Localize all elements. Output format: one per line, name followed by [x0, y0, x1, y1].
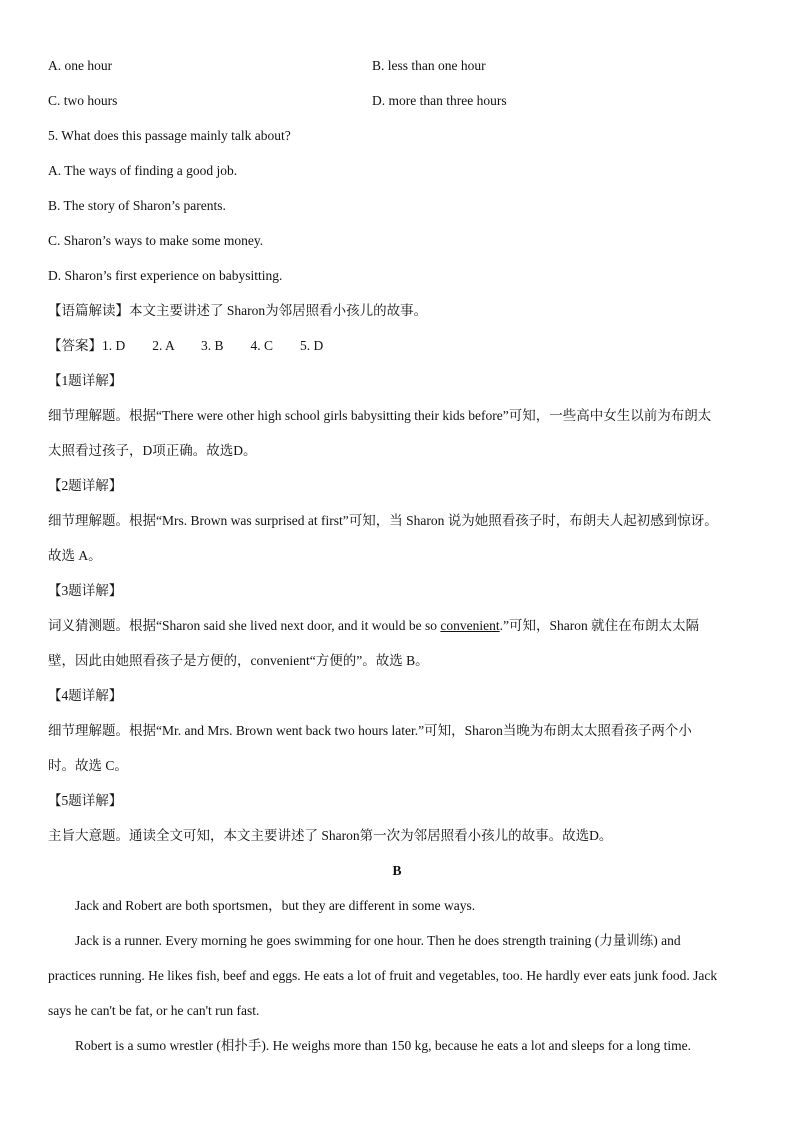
explanation-3-line-2: 壁，因此由她照看孩子是方便的，convenient“方便的”。故选 B。 [48, 653, 429, 668]
passage-b-title: B [392, 863, 402, 878]
explanation-3-text-b: .”可知，Sharon 就住在布朗太太隔 [499, 618, 700, 633]
passage-b-paragraph-2-line-1: Jack is a runner. Every morning he goes swimming for one hour. Then he does strength training (力量训练) and [75, 933, 681, 948]
q5-option-a: A. The ways of finding a good job. [48, 163, 238, 178]
option-c: C. two hours [48, 93, 118, 108]
explanation-2-line-1: 细节理解题。根据“Mrs. Brown was surprised at first”可知，当 Sharon 说为她照看孩子时，布朗夫人起初感到惊讶。 [48, 513, 718, 528]
explanation-1-line-1: 细节理解题。根据“There were other high school girls babysitting their kids before”可知，一些高中女生以前为布朗太 [48, 408, 712, 423]
passage-summary: 【语篇解读】本文主要讲述了 Sharon为邻居照看小孩儿的故事。 [48, 303, 428, 318]
explanation-2-line-2: 故选 A。 [48, 548, 102, 563]
explanation-3-line-1 [48, 617, 699, 635]
passage-b-paragraph-1: Jack and Robert are both sportsmen，but they are different in some ways. [75, 898, 476, 913]
answer-key: 【答案】1. D 2. A 3. B 4. C 5. D [48, 338, 324, 353]
option-b: B. less than one hour [372, 58, 486, 73]
option-a: A. one hour [48, 58, 113, 73]
explanation-heading-3: 【3题详解】 [48, 583, 123, 598]
passage-b-paragraph-3: Robert is a sumo wrestler (相扑手). He weighs more than 150 kg, because he eats a lot and sleeps for a long time. [75, 1038, 691, 1053]
explanation-heading-2: 【2题详解】 [48, 478, 123, 493]
passage-b-paragraph-2-line-2: practices running. He likes fish, beef and eggs. He eats a lot of fruit and vegetables, too. He hardly ever eats junk food. Jack [48, 968, 718, 983]
explanation-1-line-2: 太照看过孩子，D项正确。故选D。 [48, 443, 257, 458]
explanation-heading-1: 【1题详解】 [48, 373, 123, 388]
q5-option-d: D. Sharon’s first experience on babysitting. [48, 268, 283, 283]
explanation-heading-5: 【5题详解】 [48, 793, 123, 808]
explanation-5-line-1: 主旨大意题。通读全文可知，本文主要讲述了 Sharon第一次为邻居照看小孩儿的故事。故选D。 [48, 828, 613, 843]
explanation-4-line-1: 细节理解题。根据“Mr. and Mrs. Brown went back two hours later.”可知，Sharon当晚为布朗太太照看孩子两个小 [48, 723, 692, 738]
q5-option-c: C. Sharon’s ways to make some money. [48, 233, 264, 248]
passage-b-paragraph-2-line-3: says he can't be fat, or he can't run fast. [48, 1003, 260, 1018]
question-5-stem: 5. What does this passage mainly talk about? [48, 128, 291, 143]
explanation-4-line-2: 时。故选 C。 [48, 758, 128, 773]
underlined-word-convenient: convenient [440, 618, 500, 633]
option-d: D. more than three hours [372, 93, 507, 108]
explanation-heading-4: 【4题详解】 [48, 688, 123, 703]
explanation-3-text-a: 词义猜测题。根据“Sharon said she lived next door, and it would be so [48, 618, 441, 633]
q5-option-b: B. The story of Sharon’s parents. [48, 198, 226, 213]
